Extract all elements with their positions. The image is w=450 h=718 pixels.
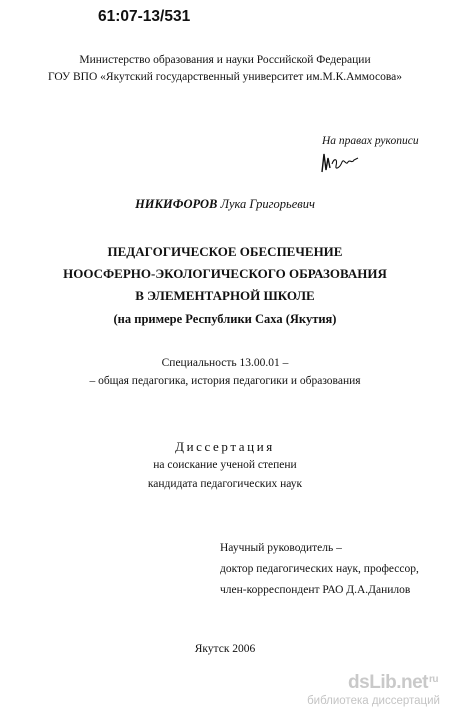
title-line-3: В ЭЛЕМЕНТАРНОЙ ШКОЛЕ — [135, 288, 315, 303]
degree-line-1: на соискание ученой степени — [153, 459, 297, 471]
title-line-2: НООСФЕРНО-ЭКОЛОГИЧЕСКОГО ОБРАЗОВАНИЯ — [63, 266, 387, 281]
specialty-line-2: – общая педагогика, история педагогики и образования — [89, 375, 361, 387]
city-year: Якутск 2006 — [194, 643, 256, 655]
author-surname: НИКИФОРОВ — [135, 197, 218, 211]
signature-icon — [318, 148, 362, 176]
watermark-logo-suffix: ru — [429, 674, 438, 685]
author-name — [0, 197, 450, 212]
watermark-caption: библиотека диссертаций — [307, 695, 440, 707]
watermark-logo — [348, 672, 438, 694]
title-subtitle: (на примере Республики Саха (Якутия) — [113, 312, 337, 326]
university-line: ГОУ ВПО «Якутский государственный университет им.М.К.Аммосова» — [47, 71, 403, 83]
author-given-names: Лука Григорьевич — [220, 197, 315, 211]
manuscript-note: На правах рукописи — [322, 135, 419, 147]
supervisor-line-1: Научный руководитель – — [220, 542, 342, 554]
title-line-1: ПЕДАГОГИЧЕСКОЕ ОБЕСПЕЧЕНИЕ — [107, 244, 343, 259]
dissertation-label: Диссертация — [175, 439, 275, 454]
supervisor-line-2: доктор педагогических наук, профессор, — [220, 563, 419, 575]
specialty-line-1: Специальность 13.00.01 – — [161, 357, 289, 369]
supervisor-line-3: член-корреспондент РАО Д.А.Данилов — [220, 584, 411, 596]
ministry-line: Министерство образования и науки Российской Федерации — [79, 54, 371, 66]
archive-stamp: 61:07-13/531 — [98, 8, 191, 25]
watermark-logo-main: dsLib.net — [348, 672, 428, 693]
degree-line-2: кандидата педагогических наук — [147, 478, 303, 490]
